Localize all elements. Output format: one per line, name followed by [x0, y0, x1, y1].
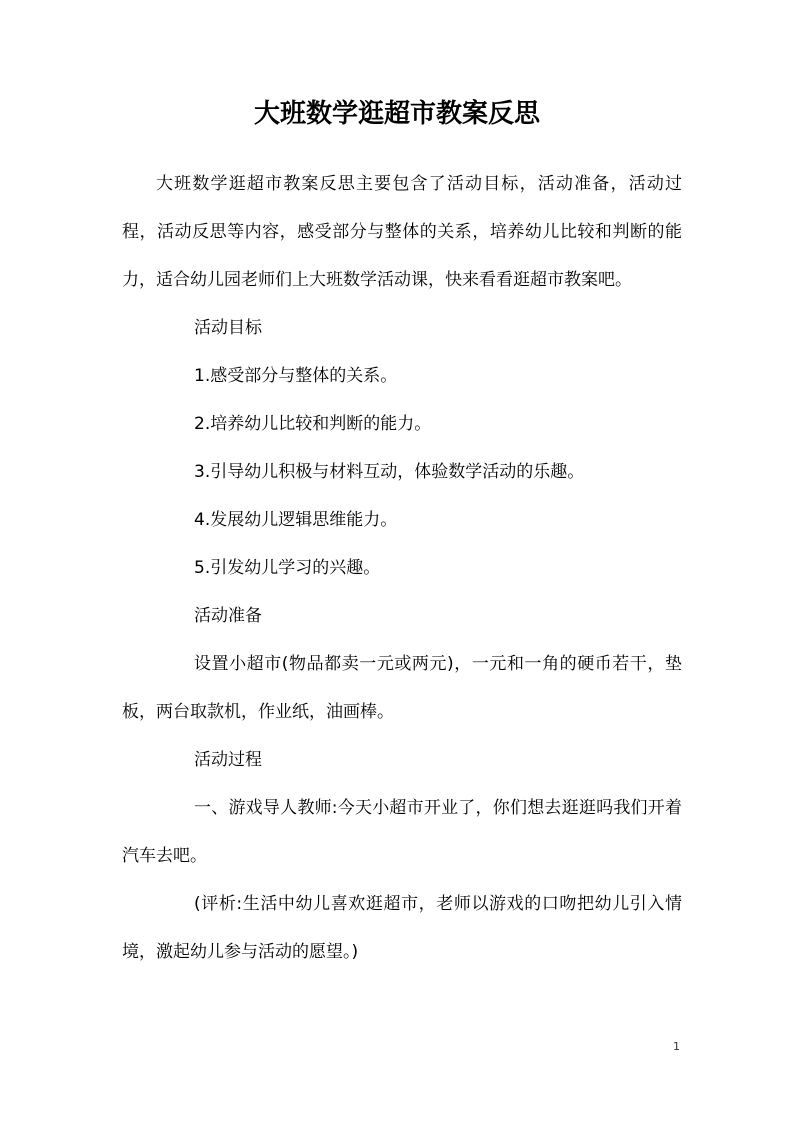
- document-title: 大班数学逛超市教案反思: [253, 99, 540, 129]
- page-number: 1: [673, 1040, 680, 1053]
- process-step-1: 一、游戏导人教师:今天小超市开业了，你们想去逛逛吗我们开着汽车去吧。: [122, 798, 682, 866]
- goal-item-5: 5.引发幼儿学习的兴趣。: [194, 558, 381, 578]
- prep-paragraph: 设置小超市(物品都卖一元或两元)，一元和一角的硬币若干，垫板，两台取款机，作业纸，油画棒。: [122, 654, 682, 722]
- goal-item-4: 4.发展幼儿逻辑思维能力。: [194, 510, 398, 530]
- goals-heading: 活动目标: [194, 318, 262, 338]
- document-body: [122, 160, 682, 976]
- goal-item-1: 1.感受部分与整体的关系。: [194, 366, 398, 386]
- process-heading: 活动过程: [194, 750, 262, 770]
- goal-item-3: 3.引导幼儿积极与材料互动，体验数学活动的乐趣。: [194, 462, 585, 482]
- goal-item-2: 2.培养幼儿比较和判断的能力。: [194, 414, 432, 434]
- process-comment: (评析:生活中幼儿喜欢逛超市，老师以游戏的口吻把幼儿引入情境，激起幼儿参与活动的愿望。): [122, 894, 682, 962]
- prep-heading: 活动准备: [194, 606, 262, 626]
- intro-paragraph: 大班数学逛超市教案反思主要包含了活动目标，活动准备，活动过程，活动反思等内容，感受部分与整体的关系，培养幼儿比较和判断的能力，适合幼儿园老师们上大班数学活动课，快来看看逛超市教案吧。: [122, 174, 682, 290]
